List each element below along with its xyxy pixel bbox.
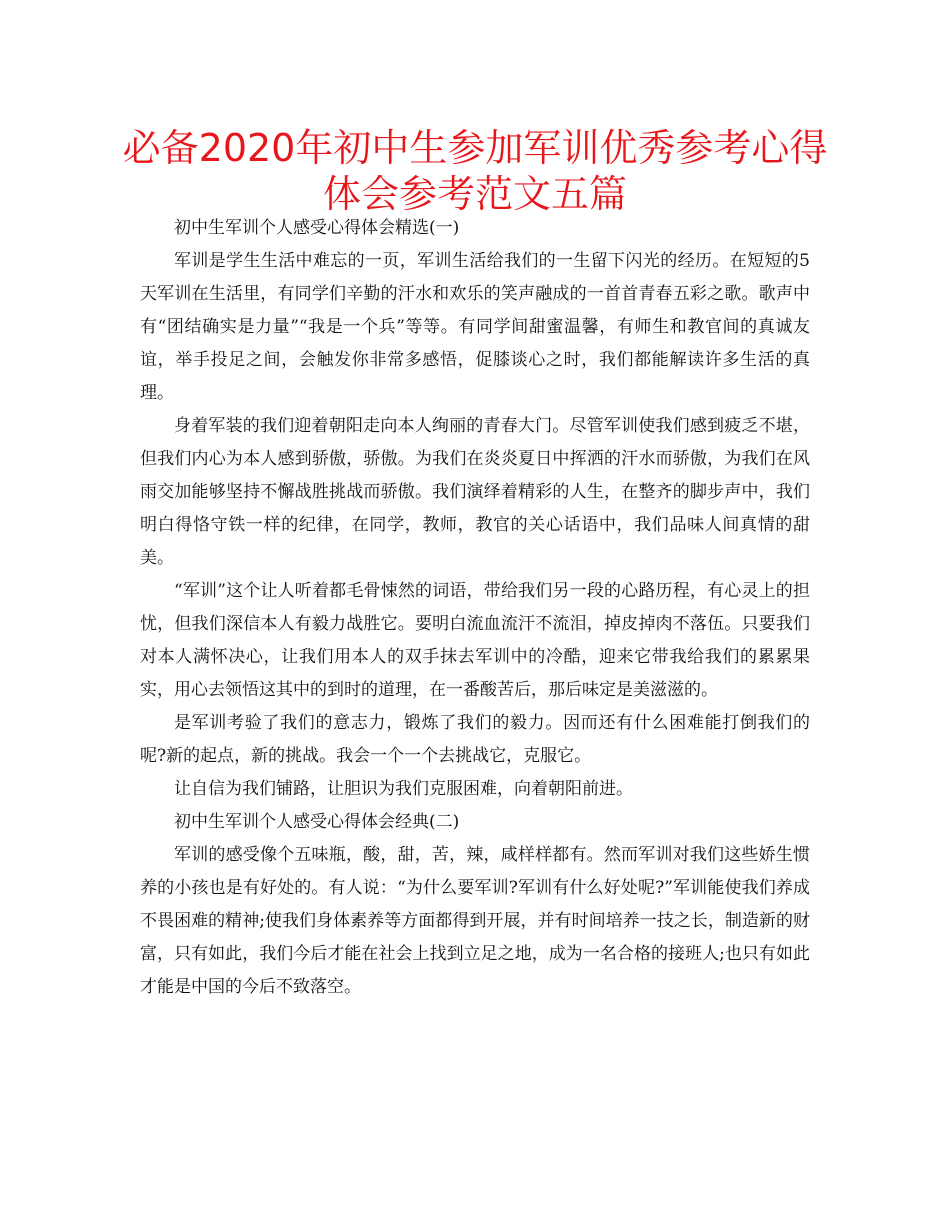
title-line-1: 必备2020年初中生参加军训优秀参考心得: [122, 126, 828, 170]
paragraph: “军训”这个让人听着都毛骨悚然的词语，带给我们另一段的心路历程，有心灵上的担忧，但我们深信本人有毅力战胜它。要明白流血流汗不流泪，掉皮掉肉不落伍。只要我们对本人满怀决心，让我们用本人的双手抹去军训中的冷酷，迎来它带我给我们的累累果实，用心去领悟这其中的到时的道理，在一番酸苦后，那后味定是美滋滋的。: [140, 581, 810, 700]
paragraph: 军训的感受像个五味瓶，酸，甜，苦，辣，咸样样都有。然而军训对我们这些娇生惯养的小孩也是有好处的。有人说：“为什么要军训?军训有什么好处呢?”军训能使我们养成不畏困难的精神;使我们身体素养等方面都得到开展，并有时间培养一技之长，制造新的财富，只有如此，我们今后才能在社会上找到立足之地，成为一名合格的接班人;也只有如此才能是中国的今后不致落空。: [140, 845, 810, 997]
paragraph: 身着军装的我们迎着朝阳走向本人绚丽的青春大门。尽管军训使我们感到疲乏不堪，但我们内心为本人感到骄傲，骄傲。为我们在炎炎夏日中挥洒的汗水而骄傲，为我们在风雨交加能够坚持不懈战胜挑战而骄傲。我们演绎着精彩的人生，在整齐的脚步声中，我们明白得恪守铁一样的纪律，在同学，教师，教官的关心话语中，我们品味人间真情的甜美。: [140, 416, 810, 568]
section-heading: 初中生军训个人感受心得体会精选(一): [174, 218, 460, 238]
document-body: [140, 212, 810, 1004]
paragraph: 是军训考验了我们的意志力，锻炼了我们的毅力。因而还有什么困难能打倒我们的呢?新的起点，新的挑战。我会一个一个去挑战它，克服它。: [140, 713, 810, 766]
paragraph: 军训是学生生活中难忘的一页，军训生活给我们的一生留下闪光的经历。在短短的5天军训在生活里，有同学们辛勤的汗水和欢乐的笑声融成的一首首青春五彩之歌。歌声中有“团结确实是力量”“我是一个兵”等等。有同学间甜蜜温馨，有师生和教官间的真诚友谊，举手投足之间，会触发你非常多感悟，促膝谈心之时，我们都能解读许多生活的真理。: [140, 251, 810, 403]
paragraph: 让自信为我们铺路，让胆识为我们克服困难，向着朝阳前进。: [174, 779, 633, 799]
title-line-2: 体会参考范文五篇: [322, 172, 627, 216]
section-heading: 初中生军训个人感受心得体会经典(二): [174, 812, 460, 832]
